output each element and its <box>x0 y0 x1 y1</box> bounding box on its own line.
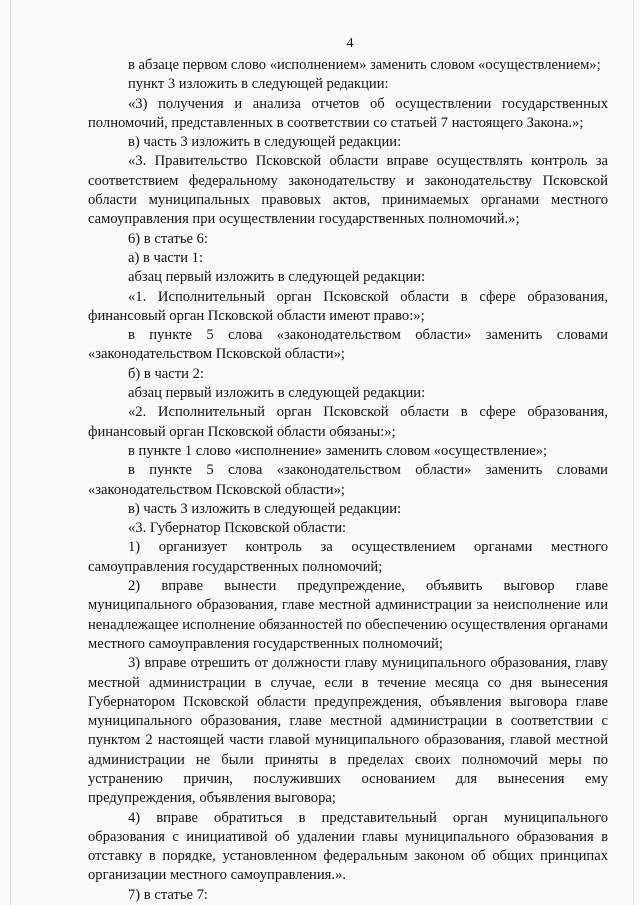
paragraph: в) часть 3 изложить в следующей редакции: <box>128 500 402 517</box>
scan-edge-left <box>10 0 11 905</box>
paragraph: 4) вправе обратиться в представительный орган муниципального образования с инициативой об удалении главы муниципального образования в отставку в порядке, установленном федеральным законом об общих принципах организации местного самоуправления.». <box>88 809 608 884</box>
paragraph: 3) вправе отрешить от должности главу муниципального образования, главу местной администрации в случае, если в течение месяца со дня вынесения Губернатором Псковской области предупреждения, объявления выговора главе муниципального образования, главе местной администрации в соответствии с пунктом 2 настоящей части главой муниципального образования, главой местной администрации не были приняты в пределах своих полномочий меры по устранению причин, послуживших основанием для вынесения ему предупреждения, объявления выговора; <box>88 655 608 807</box>
paragraph: 6) в статье 6: <box>128 230 208 247</box>
paragraph: в пункте 5 слова «законодательством области» заменить словами «законодательством Псковской области»; <box>88 327 608 363</box>
paragraph: «3. Правительство Псковской области вправе осуществлять контроль за соответствием федеральному законодательству и законодательству Псковской области муниципальных правовых актов, принимаемых органами местного самоуправления при осуществлении государственных полномочий.»; <box>88 153 608 228</box>
paragraph: абзац первый изложить в следующей редакции: <box>128 385 426 402</box>
paragraph: в) часть 3 изложить в следующей редакции: <box>128 134 402 151</box>
paragraph: в пункте 1 слово «исполнение» заменить словом «осуществление»; <box>128 442 548 459</box>
scan-edge-right <box>633 0 634 905</box>
paragraph: абзац первый изложить в следующей редакции: <box>128 269 426 286</box>
paragraph: пункт 3 изложить в следующей редакции: <box>128 76 389 93</box>
paragraph: «1. Исполнительный орган Псковской области в сфере образования, финансовый орган Псковской области имеют право:»; <box>88 288 608 324</box>
paragraph: 2) вправе вынести предупреждение, объявить выговор главе муниципального образования, главе местной администрации за неисполнение или ненадлежащее исполнение обязанностей по обеспечению осуществления органами местного самоуправления государственных полномочий; <box>88 578 608 652</box>
paragraph: «3) получения и анализа отчетов об осуществлении государственных полномочий, представленных в соответствии со статьей 7 настоящего Закона.»; <box>88 95 608 131</box>
paragraph: а) в части 1: <box>128 249 204 266</box>
paragraph: б) в части 2: <box>128 365 204 382</box>
paragraph: в абзаце первом слово «исполнением» заменить словом «осуществлением»; <box>128 57 601 73</box>
paragraph: 7) в статье 7: <box>128 886 208 903</box>
paragraph: 1) организует контроль за осуществлением органами местного самоуправления государственных полномочий; <box>88 539 608 575</box>
page-number: 4 <box>346 36 354 51</box>
document-body <box>88 56 608 905</box>
paragraph: «3. Губернатор Псковской области: <box>128 520 347 537</box>
paragraph: «2. Исполнительный орган Псковской области в сфере образования, финансовый орган Псковской области обязаны:»; <box>88 404 608 440</box>
paragraph: в пункте 5 слова «законодательством области» заменить словами «законодательством Псковской области»; <box>88 462 608 498</box>
